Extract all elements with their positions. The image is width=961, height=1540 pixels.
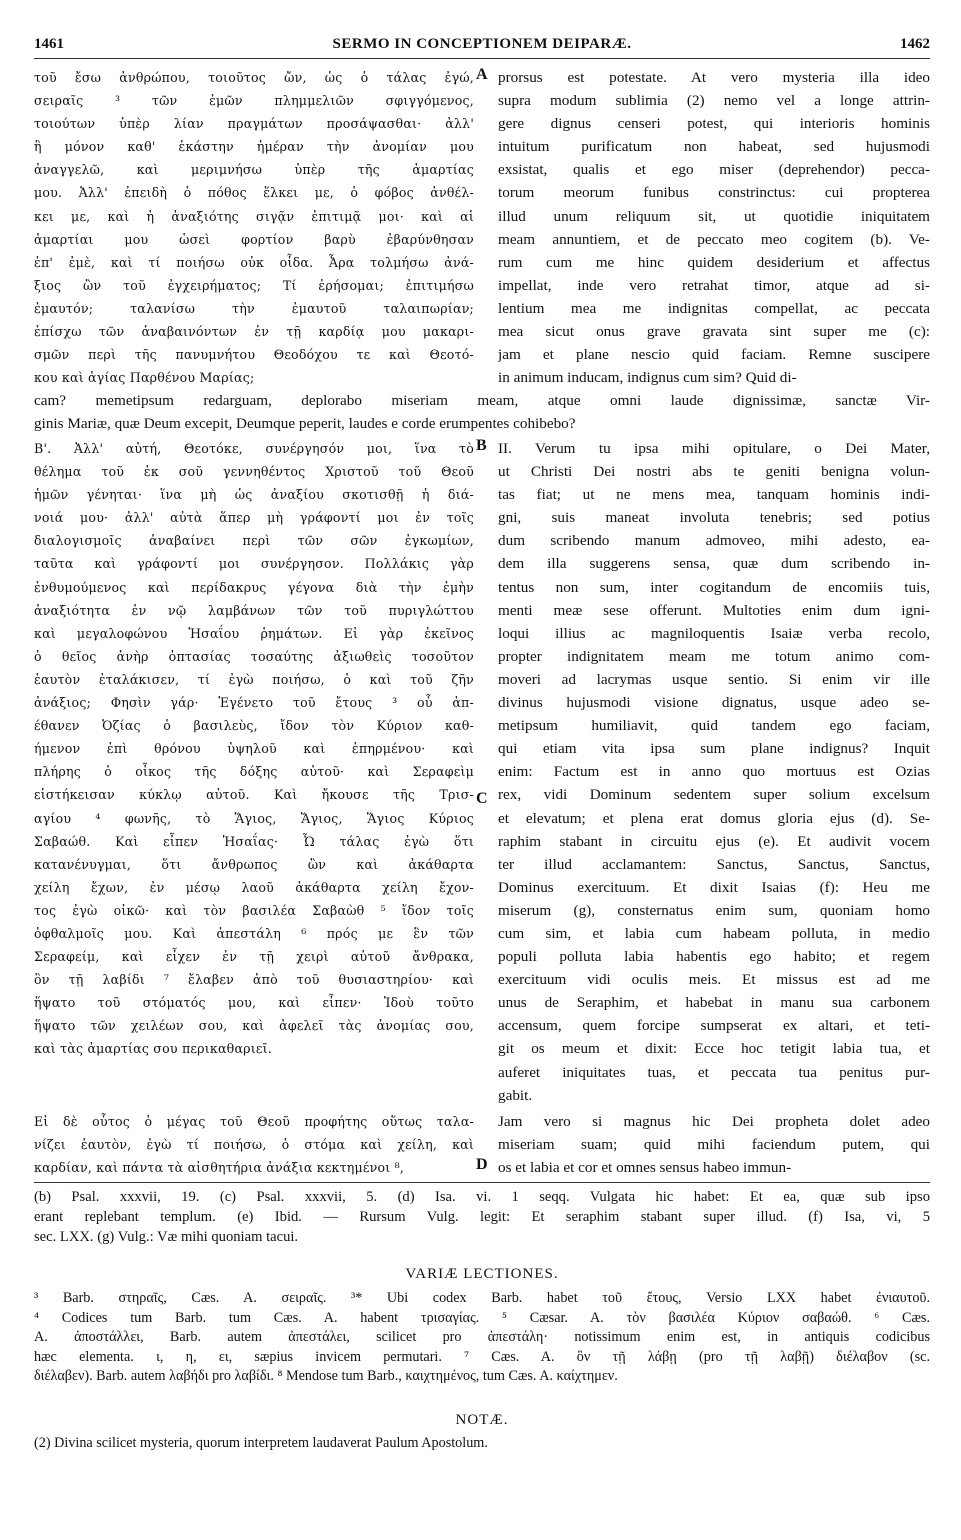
text-line: Jam vero si magnus hic Dei propheta dolet adeo	[498, 1113, 930, 1130]
text-line: metipsum humiliavit, quid tandem ego faciam,	[498, 717, 930, 735]
text-line: νοιά μου· ἀλλ' αὐτὰ ἅπερ μὴ γράφοντί μοι ἐν τοῖς	[34, 510, 474, 526]
text-line: moveri ad lacrymas usque sentio. Si enim vir ille	[498, 670, 930, 688]
text-line: illud unum reliquum sit, ut quotidie iniquitatem	[498, 207, 930, 225]
text-line: tas fiat; ut ne mens mea, tanquam hominis indi-	[498, 486, 930, 504]
text-line: διαλογισμοῖς ἀναβαίνει περὶ τῶν σῶν ἐγκωμίων,	[34, 533, 474, 549]
text-line: accensum, quem forcipe sumpserat ex altari, et teti-	[498, 1017, 930, 1035]
text-line: μου. Ἀλλ' ἐπειδὴ ὁ πόθος ἕλκει με, ὁ φόβος ἀνθέλ-	[34, 185, 474, 201]
text-line: κει με, καὶ ἡ ἀναξιότης σιγᾷν ἐπιτιμᾷ μοι· καὶ αἱ	[34, 208, 474, 224]
full-width-line: cam? memetipsum redarguam, deplorabo miseriam meam, atque omni laude dignissimæ, sanctæ Vir-	[34, 392, 930, 409]
page-number-left: 1461	[34, 36, 64, 52]
text-line: ὃν τῇ λαβίδι ⁷ ἔλαβεν ἀπὸ τοῦ θυσιαστηρίου· καὶ	[34, 972, 474, 988]
variae-lectiones-title: VARIÆ LECTIONES.	[405, 1266, 559, 1282]
text-line: miseriam suam; quid mihi faciendum putem, qui	[498, 1136, 930, 1154]
text-line: prorsus est potestate. At vero mysteria illa ideo	[498, 69, 930, 86]
footnotes	[34, 1187, 930, 1247]
text-line: erant replebant templum. (e) Ibid. — Rursum Vulg. legit: Et seraphim stabant super illud. (f) Isa, vi, 5	[34, 1209, 930, 1225]
text-line: Dominus exercituum. Et dixit Isaias (f): Heu me	[498, 878, 930, 896]
full-width-line: ginis Mariæ, quæ Deum excepit, Deumque peperit, laudes e corde erumpentes cohibebo?	[34, 415, 576, 432]
text-line: κου καὶ ἁγίας Παρθένου Μαρίας;	[34, 370, 255, 386]
text-line: lentium mea me indignitas compellat, ac peccata	[498, 299, 930, 317]
text-line: divinus hujusmodi visione dignatus, usque adeo se-	[498, 694, 930, 712]
text-line: ⁴ Codices tum Barb. tum Cæs. A. habent τρισαγίας. ⁵ Cæsar. A. τὸν βασιλέα Κύριον σαβαώθ. ⁶ Cæs.	[34, 1309, 930, 1326]
text-line: auferet iniquitates tuas, et peccata tua penitus pur-	[498, 1063, 930, 1081]
text-line: miserum (g), consternatus enim sum, quoniam homo	[498, 901, 930, 919]
header-rule	[34, 58, 930, 59]
text-line: ³ Barb. στηραῖς, Cæs. A. σειραῖς. ³* Ubi codex Barb. habet τοῦ ἔτους, Versio LXX habet ἐνιαυτοῦ.	[34, 1290, 930, 1306]
text-line: Β'. Ἀλλ' αὐτή, Θεοτόκε, συνέργησόν μοι, ἵνα τὸ	[34, 441, 474, 456]
text-line: ter illud acclamantem: Sanctus, Sanctus, Sanctus,	[498, 855, 930, 873]
text-line: impellat, inde vero retrahat timor, atque ad si-	[498, 276, 930, 294]
text-line: gni, suis maneat involuta tenebris; sed potius	[498, 509, 930, 527]
text-line: jam et plane nescio quid faciam. Remne suscipere	[498, 346, 930, 364]
text-line: ἢ μόνον καθ' ἑκάστην ἡμέραν τὴν ἀνομίαν μου	[34, 139, 474, 155]
text-line: εἱστήκεισαν κύκλῳ αὐτοῦ. Καὶ ἤκουσε τῆς Τρισ-	[34, 787, 474, 803]
text-line: ἐνθυμούμενος καὶ περίδακρυς γέγονα διὰ τὴν ἐμὴν	[34, 579, 474, 595]
text-line: dum scribendo manum admoveo, mihi adesto, ea-	[498, 532, 930, 550]
text-line: τοῦ ἔσω ἀνθρώπου, τοιοῦτος ὤν, ὡς ὁ τάλας ἐγώ,	[34, 70, 474, 85]
page-header	[34, 36, 930, 58]
text-line: κατανένυγμαι, ὅτι ἄνθρωπος ὢν καὶ ἀκάθαρτα	[34, 856, 474, 872]
text-line: loqui illius ac magniloquentis Isaiæ verba recolo,	[498, 624, 930, 642]
text-line: cum sim, et labia cum habeam polluta, in medio	[498, 924, 930, 942]
text-line: sec. LXX. (g) Vulg.: Væ mihi quoniam tacui.	[34, 1229, 299, 1245]
notae	[34, 1434, 930, 1454]
text-line: Εἰ δὲ οὗτος ὁ μέγας τοῦ Θεοῦ προφήτης οὕτως ταλα-	[34, 1114, 474, 1129]
page-number-right: 1462	[900, 36, 930, 52]
latin-column-section-3	[498, 1110, 930, 1179]
text-line: διέλαβεν). Barb. autem λαβήδι pro λαβίδι. ⁸ Mendose tum Barb., καιχτημένος, tum Cæs. A. καίχτημεν.	[34, 1368, 618, 1384]
margin-marker-a: A	[476, 66, 488, 83]
text-line: ὀφθαλμοῖς μου. Καὶ ἀπεστάλη ⁶ πρός με ἓν τῶν	[34, 925, 474, 941]
text-line: ἀναγγελῶ, καὶ μεριμνήσω ὑπὲρ τῆς ἁμαρτίας	[34, 162, 474, 178]
text-line: τοιούτων ὑπὲρ λίαν πραγμάτων προσάψασθαι· ἀλλ'	[34, 116, 474, 132]
text-line: (2) Divina scilicet mysteria, quorum interpretem laudaverat Paulum Apostolum.	[34, 1435, 488, 1451]
text-line: gere dignus censeri potest, qui interioris hominis	[498, 115, 930, 133]
text-line: πλήρης ὁ οἶκος τῆς δόξης αὐτοῦ· καὶ Σεραφεὶμ	[34, 764, 474, 780]
greek-column-section-2	[34, 437, 474, 1061]
text-line: meam annuntiem, et de peccato meo cogitem (b). Ve-	[498, 230, 930, 248]
text-line: ταῦτα καὶ γράφοντί μοι συνέργησον. Πολλάκις γὰρ	[34, 556, 474, 572]
text-line: os et labia et cor et omnes sensus habeo immun-	[498, 1159, 792, 1177]
text-line: ξιος ὢν τοῦ ἐγχειρήματος; Τί ἐρήσομαι; ἐπιτιμήσω	[34, 277, 474, 293]
text-line: σμῶν περὶ τῆς πανυμνήτου Θεοδόχου τε καὶ Θεοτό-	[34, 347, 474, 363]
text-line: ἡμῶν γένηται· ἵνα μὴ ὡς ἀναξίου σκοτισθῇ ἡ διά-	[34, 487, 474, 503]
text-line: ut Christi Dei nostri abs te geniti benigna volun-	[498, 463, 930, 481]
text-line: έθανεν Ὀζίας ὁ βασιλεὺς, ἴδον τὸν Κύριον καθ-	[34, 718, 474, 734]
text-line: in animum inducam, indignus cum sim? Quid di-	[498, 369, 797, 387]
text-line: ήμενον ἐπὶ θρόνου ὑψηλοῦ καὶ ἐπηρμένου· καὶ	[34, 741, 474, 757]
variae-lectiones	[34, 1289, 930, 1387]
text-line: tentus non sum, inter cogitandum de encomiis tuis,	[498, 578, 930, 596]
text-line: σειραῖς ³ τῶν ἐμῶν πλημμελιῶν σφιγγόμενος,	[34, 93, 474, 109]
text-line: raphim stabant in circuitu ejus (e). Et audivit vocem	[498, 832, 930, 850]
text-line: ἁμαρτίαι μου ὡσεὶ φορτίον βαρὺ ἐβαρύνθησαν	[34, 231, 474, 247]
text-line: propter indignitatem meam me totum animo com-	[498, 647, 930, 665]
text-line: A. ἀποστάλλει, Barb. autem ἀπεστάλει, scilicet pro ἀπεστάλη· notissimum enim est, in antiquis codicibus	[34, 1329, 930, 1345]
notae-title: NOTÆ.	[455, 1412, 509, 1428]
footnote-rule	[34, 1182, 930, 1183]
running-title: SERMO IN CONCEPTIONEM DEIPARÆ.	[332, 36, 632, 52]
text-line: git os meum et dixit: Ecce hoc tetigit labia tua, et	[498, 1040, 930, 1058]
text-line: populi polluta labia habentis ego habito; et regem	[498, 948, 930, 966]
latin-column-section-2	[498, 437, 930, 1107]
text-line: τος ἐγὼ οἰκῶ· καὶ τὸν βασιλέα Σαβαὼθ ⁵ ἴδον τοῖς	[34, 902, 474, 918]
text-line: mea sicut onus grave gravata sint super me (c):	[498, 323, 930, 341]
text-line: menti meæ sese offerunt. Multoties enim dum igni-	[498, 601, 930, 619]
text-line: θέλημα τοῦ ἐκ σοῦ γεννηθέντος Χριστοῦ τοῦ Θεοῦ	[34, 464, 474, 480]
text-line: II. Verum tu ipsa mihi opitulare, o Dei Mater,	[498, 440, 930, 457]
text-line: καὶ μεγαλοφώνου Ἡσαΐου ῥημάτων. Εἰ γὰρ ἐκεῖνος	[34, 625, 474, 641]
text-line: νίζει ἑαυτὸν, ἐγὼ τί ποιήσω, ὁ στόμα καὶ χείλη, καὶ	[34, 1137, 474, 1153]
text-line: et elevatum; et plena erat domus gloria ejus (d). Se-	[498, 809, 930, 827]
text-line: (b) Psal. xxxvii, 19. (c) Psal. xxxvii, 5. (d) Isa. vi. 1 seqq. Vulgata hic habet: Et ea, quæ sub ipso	[34, 1189, 930, 1205]
text-line: torum meorum funibus constrinctus: cui propterea	[498, 184, 930, 202]
text-line: Σαβαώθ. Καὶ εἶπεν Ἡσαΐας· Ὦ τάλας ἐγὼ ὅτι	[34, 833, 474, 849]
text-line: ἀναξιότητα ἐν νῷ λαμβάνων τῶν τοῦ πυριγλώττου	[34, 602, 474, 618]
text-line: ἐπίσχω τῶν ἀναβαινόντων ἐν τῇ καρδίᾳ μου μακαρι-	[34, 324, 474, 340]
text-line: hæc elementa. ι, η, ει, sæpius invicem permutari. ⁷ Cæs. A. ὃν τῇ λάβῃ (pro τῇ λαβῇ) διέλαβον (sc.	[34, 1348, 930, 1365]
text-line: ἑαυτὸν ἐταλάκισεν, τί ἐγὼ ποιήσω, ὁ καὶ τοῦ ζῆν	[34, 671, 474, 687]
text-line: intuitum purificatum non habeat, sed hujusmodi	[498, 138, 930, 156]
greek-column-section-3	[34, 1110, 474, 1179]
text-line: καρδίαν, καὶ πάντα τὰ αἰσθητήρια ἀνάξια κεκτημένοι ⁸,	[34, 1160, 405, 1176]
margin-marker-c: C	[476, 790, 488, 807]
text-line: ἥψατο τῶν χειλέων σου, καὶ ἀφελεῖ τὰς ἀνομίας σου,	[34, 1018, 474, 1034]
text-line: ὁ θεῖος ἀνὴρ ὀπτασίας τοσαύτης ἀξιωθεὶς τοσοῦτον	[34, 648, 474, 664]
text-line: Σεραφείμ, καὶ εἶχεν ἐν τῇ χειρὶ αὐτοῦ ἄνθρακα,	[34, 949, 474, 965]
text-line: gabit.	[498, 1086, 533, 1104]
text-line: supra modum sublimia (2) nemo vel a longe attrin-	[498, 92, 930, 110]
text-line: exsistat, qualis et ego miser (deprehendor) pecca-	[498, 161, 930, 179]
text-line: χείλη ἔχων, ἐν μέσῳ λαοῦ ἀκάθαρτα χείλη ἔχον-	[34, 879, 474, 895]
latin-column-section-1	[498, 66, 930, 389]
margin-marker-b: B	[476, 437, 487, 454]
text-line: ἀνάξιος; Φησὶν γάρ· Ἐγένετο τοῦ ἔτους ³ οὗ ἀπ-	[34, 695, 474, 711]
text-line: ἐμαυτόν; ταλανίσω τὴν ἐμαυτοῦ ταλαιπωρίαν;	[34, 300, 474, 316]
text-line: exercituum vidi oculis meis. Et missus est ad me	[498, 971, 930, 989]
text-line: αγίου ⁴ φωνῆς, τὸ Ἅγιος, Ἅγιος, Ἅγιος Κύριος	[34, 810, 474, 826]
text-line: dem illa suggerens sensa, quæ dum scribendo in-	[498, 555, 930, 573]
text-line: unus de Seraphim, et habebat in manu sua carbonem	[498, 994, 930, 1012]
text-line: καὶ τὰς ἁμαρτίας σου περικαθαριεῖ.	[34, 1041, 272, 1057]
text-line: ἐπ' ἐμὲ, καὶ τί ποιήσω οὐκ οἶδα. Ἆρα τολμήσω ἀνά-	[34, 254, 474, 270]
text-line: enim: Factum est in anno quo mortuus est Ozias	[498, 763, 930, 781]
margin-marker-d: D	[476, 1156, 488, 1173]
text-line: rum cum me hinc quidem desiderium et affectus	[498, 253, 930, 271]
text-line: qui etiam vita ipsa sum plane indignus? Inquit	[498, 740, 930, 758]
text-line: rex, vidi Dominum sedentem super solium excelsum	[498, 786, 930, 804]
text-line: ἥψατο τοῦ στόματός μου, καὶ εἶπεν· Ἰδοὺ τοῦτο	[34, 995, 474, 1011]
greek-column-section-1	[34, 66, 474, 389]
